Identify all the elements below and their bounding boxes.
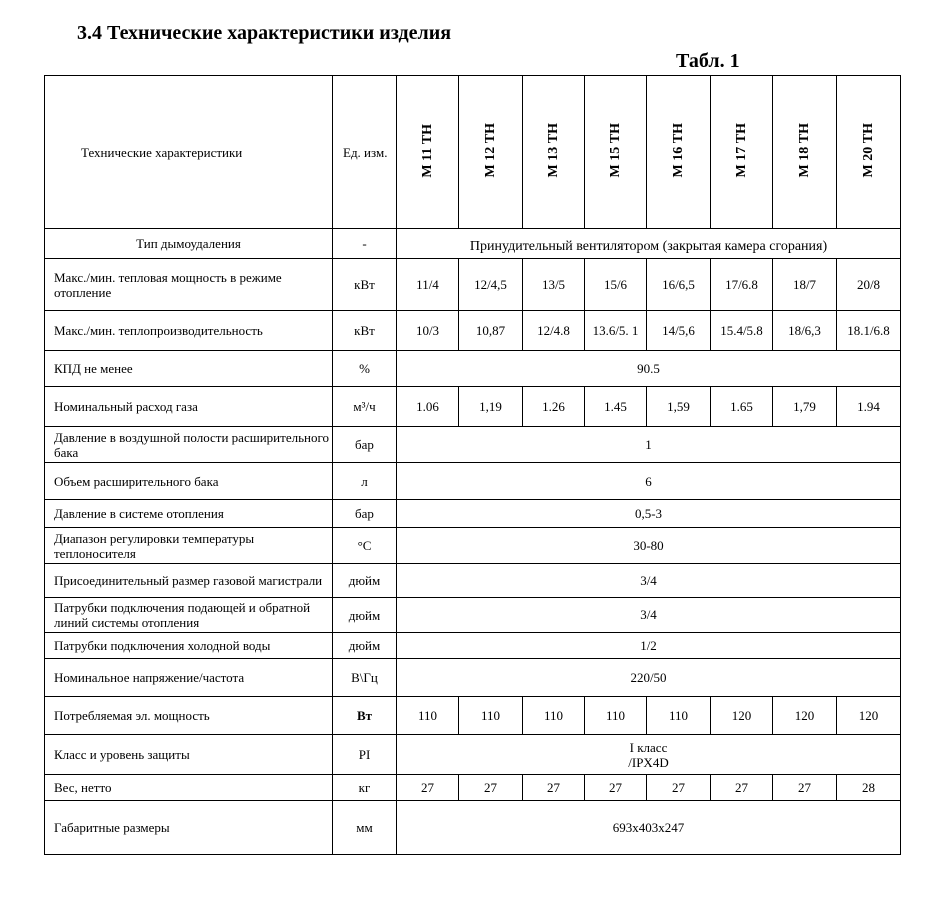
table-row [45, 500, 901, 528]
row-label: Номинальное напряжение/частота [45, 659, 333, 697]
table-row [45, 229, 901, 259]
row-value: 1 [397, 427, 901, 463]
row-value: 27 [773, 775, 837, 801]
model-header: М 12 ТН [483, 123, 498, 178]
model-header: М 15 ТН [608, 123, 623, 178]
row-value: 11/4 [397, 259, 459, 311]
row-value: 110 [459, 697, 523, 735]
row-label: Вес, нетто [45, 775, 333, 801]
row-value: 120 [711, 697, 773, 735]
row-unit: % [333, 351, 397, 387]
row-value: 12/4.8 [523, 311, 585, 351]
row-value: 220/50 [397, 659, 901, 697]
row-unit: мм [333, 801, 397, 855]
protection-rating: /IPX4D [628, 754, 669, 770]
table-row [45, 528, 901, 564]
row-label: Патрубки подключения подающей и обратной линий системы отопления [45, 598, 333, 633]
table-row [45, 259, 901, 311]
row-label: Номинальный расход газа [45, 387, 333, 427]
table-row [45, 697, 901, 735]
table-row [45, 427, 901, 463]
table-row [45, 311, 901, 351]
row-value: 0,5-3 [397, 500, 901, 528]
table-row [45, 351, 901, 387]
row-value: 16/6,5 [647, 259, 711, 311]
row-unit: °С [333, 528, 397, 564]
row-label: Патрубки подключения холодной воды [45, 633, 333, 659]
row-label: Давление в системе отопления [45, 500, 333, 528]
row-value: 1.26 [523, 387, 585, 427]
row-unit: - [333, 229, 397, 259]
table-row [45, 564, 901, 598]
row-value: 15.4/5.8 [711, 311, 773, 351]
table-row [45, 659, 901, 697]
row-label: Присоединительный размер газовой магистрали [45, 564, 333, 598]
row-value: 13/5 [523, 259, 585, 311]
model-header: М 20 ТН [861, 123, 876, 178]
row-value: 110 [397, 697, 459, 735]
header-name-cell: Технические характеристики [45, 76, 333, 229]
row-value: 18/6,3 [773, 311, 837, 351]
row-value: 110 [647, 697, 711, 735]
row-unit: В\Гц [333, 659, 397, 697]
section-title: 3.4 Технические характеристики изделия [77, 22, 452, 44]
row-label: Объем расширительного бака [45, 463, 333, 500]
row-value: 6 [397, 463, 901, 500]
row-label: Потребляемая эл. мощность [45, 697, 333, 735]
row-value: 18/7 [773, 259, 837, 311]
row-value: 27 [711, 775, 773, 801]
table-row [45, 633, 901, 659]
row-value: 1.45 [585, 387, 647, 427]
row-value: 1,59 [647, 387, 711, 427]
row-value: 1.06 [397, 387, 459, 427]
row-value: 3/4 [397, 564, 901, 598]
row-value: 120 [837, 697, 901, 735]
table-row [45, 598, 901, 633]
model-header: М 11 ТН [420, 123, 435, 178]
table-header-row [45, 76, 901, 229]
row-unit: кВт [333, 311, 397, 351]
table-row [45, 775, 901, 801]
row-label: Давление в воздушной полости расширительного бака [45, 427, 333, 463]
row-unit: кг [333, 775, 397, 801]
row-value [397, 735, 901, 775]
row-value: 1,79 [773, 387, 837, 427]
row-value: 27 [397, 775, 459, 801]
row-label: Габаритные размеры [45, 801, 333, 855]
row-unit: дюйм [333, 598, 397, 633]
row-value: 120 [773, 697, 837, 735]
row-unit: бар [333, 427, 397, 463]
row-value: 110 [523, 697, 585, 735]
model-header: М 13 ТН [546, 123, 561, 178]
row-unit: л [333, 463, 397, 500]
row-value: 10,87 [459, 311, 523, 351]
row-value: 28 [837, 775, 901, 801]
row-value: 12/4,5 [459, 259, 523, 311]
table-row [45, 387, 901, 427]
row-value: 27 [459, 775, 523, 801]
model-header: М 17 ТН [734, 123, 749, 178]
row-unit: дюйм [333, 633, 397, 659]
row-value: 1,19 [459, 387, 523, 427]
row-value: 1.65 [711, 387, 773, 427]
row-value: 90.5 [397, 351, 901, 387]
row-value: 14/5,6 [647, 311, 711, 351]
row-value: 20/8 [837, 259, 901, 311]
row-label: Макс./мин. тепловая мощность в режиме отопление [45, 259, 333, 311]
row-value: 15/6 [585, 259, 647, 311]
row-unit: Вт [333, 697, 397, 735]
row-value: 110 [585, 697, 647, 735]
row-value: 27 [647, 775, 711, 801]
header-unit-cell: Ед. изм. [333, 76, 397, 229]
row-value: 13.6/5. 1 [585, 311, 647, 351]
row-label: Диапазон регулировки температуры теплоносителя [45, 528, 333, 564]
row-label: Тип дымоудаления [45, 229, 333, 259]
specifications-table [44, 75, 901, 855]
row-unit: дюйм [333, 564, 397, 598]
row-value: 1.94 [837, 387, 901, 427]
table-row [45, 463, 901, 500]
model-header: М 18 ТН [797, 123, 812, 178]
row-value: 1/2 [397, 633, 901, 659]
row-label: Макс./мин. теплопроизводительность [45, 311, 333, 351]
row-unit: м³/ч [333, 387, 397, 427]
table-row [45, 801, 901, 855]
row-value: 3/4 [397, 598, 901, 633]
row-value: 30-80 [397, 528, 901, 564]
row-label: КПД не менее [45, 351, 333, 387]
row-label: Класс и уровень защиты [45, 735, 333, 775]
row-value: 27 [585, 775, 647, 801]
row-value: 693x403x247 [397, 801, 901, 855]
row-unit: бар [333, 500, 397, 528]
table-caption: Табл. 1 [676, 50, 740, 72]
row-value: 27 [523, 775, 585, 801]
model-header: М 16 ТН [671, 123, 686, 178]
row-value: 17/6.8 [711, 259, 773, 311]
row-unit: кВт [333, 259, 397, 311]
row-value: Принудительный вентилятором (закрытая камера сгорания) [397, 229, 901, 259]
row-value: 10/3 [397, 311, 459, 351]
row-value: 18.1/6.8 [837, 311, 901, 351]
row-unit: PI [333, 735, 397, 775]
table-row [45, 735, 901, 775]
protection-class: I класс [629, 739, 668, 755]
